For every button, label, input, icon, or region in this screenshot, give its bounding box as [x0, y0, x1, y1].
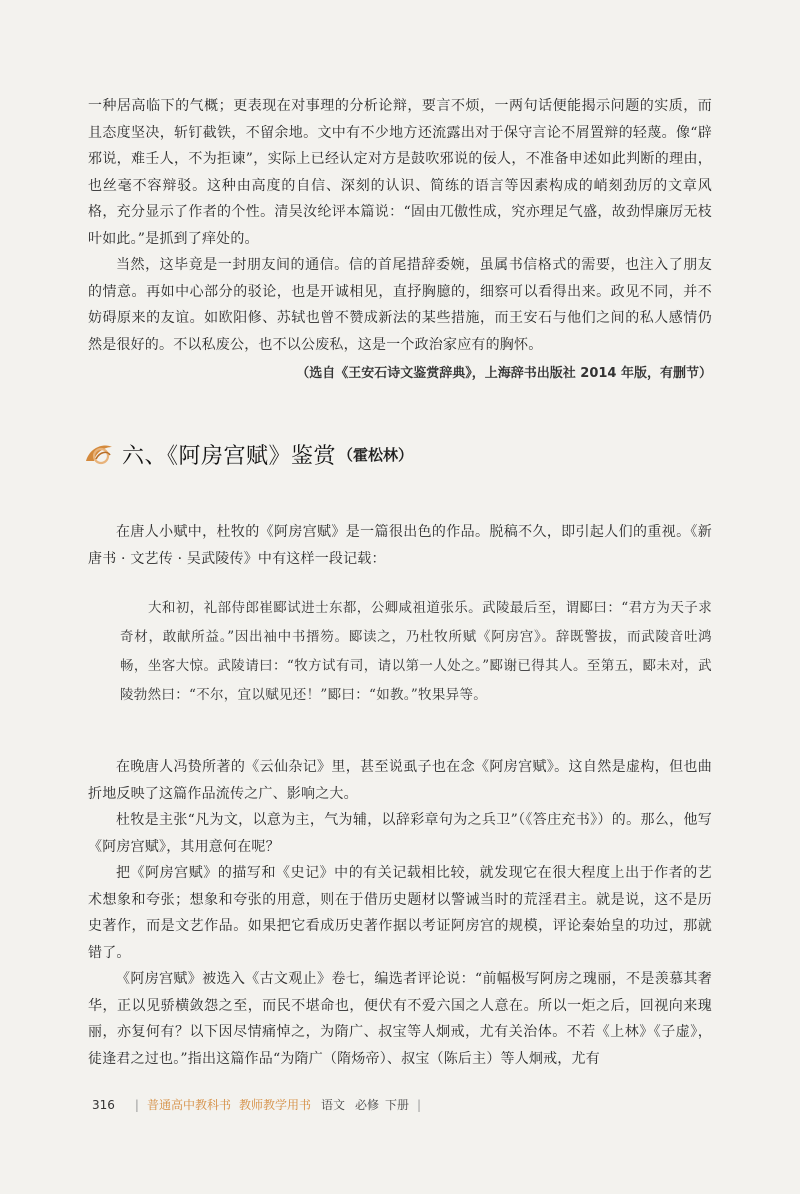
footer-divider: |	[134, 1097, 139, 1112]
body-paragraph: 杜牧是主张“凡为文，以意为主，气为辅，以辞彩章句为之兵卫”（《答庄充书》）的。那么，他写《阿房宫赋》，其用意何在呢？	[88, 812, 712, 855]
body-paragraph: 一种居高临下的气概；更表现在对事理的分析论辩，要言不烦，一两句话便能揭示问题的实质，而且态度坚决，斩钉截铁，不留余地。文中有不少地方还流露出对于保守言论不屑置辩的轻蔑。像“辟邪说，难壬人，不为拒谏”，实际上已经认定对方是鼓吹邪说的佞人，不准备申述如此判断的理由，也丝毫不容辩驳。这种由高度的自信、深刻的认识、简练的语言等因素构成的峭刻劲厉的文章风格，充分显示了作者的个性。清吴汝纶评本篇说：“固由兀傲性成，究亦理足气盛，故劲悍廉厉无枝叶如此。”是抓到了痒处的。	[88, 98, 712, 247]
section-title: 六、《阿房宫赋》鉴赏	[122, 443, 337, 469]
footer-book: 普通高中教科书	[146, 1098, 231, 1112]
footer-divider: |	[417, 1097, 422, 1112]
footer-teacher-book: 教师教学用书	[238, 1098, 311, 1112]
page-footer	[92, 1096, 429, 1113]
footer-subject: 语文	[320, 1098, 345, 1112]
source-note: （选自《王安石诗文鉴赏辞典》，上海辞书出版社 2014 年版，有删节）	[296, 366, 712, 381]
intro-paragraph: 在唐人小赋中，杜牧的《阿房宫赋》是一篇很出色的作品。脱稿不久，即引起人们的重视。《新唐书 · 文艺传 · 吴武陵传》中有这样一段记载：	[88, 524, 712, 567]
page-number: 316	[92, 1097, 115, 1112]
section-heading	[82, 438, 413, 470]
body-paragraph: 把《阿房宫赋》的描写和《史记》中的有关记载相比较，就发现它在很大程度上出于作者的艺术想象和夸张；想象和夸张的用意，则在于借历史题材以警诫当时的荒淫君主。就是说，这不是历史著作，而是文艺作品。如果把它看成历史著作据以考证阿房宫的规模，评论秦始皇的功过，那就错了。	[88, 865, 712, 961]
block-quote: 大和初，礼部侍郎崔郾试进士东都，公卿咸祖道张乐。武陵最后至，谓郾曰：“君方为天子求奇材，敢献所益。”因出袖中书搢笏。郾读之，乃杜牧所赋《阿房宫》。辞既警拔，而武陵音吐鸿畅，坐客大惊。武陵请曰：“牧方试有司，请以第一人处之。”郾谢已得其人。至第五，郾未对，武陵勃然曰：“不尔，宜以赋见还！”郾曰：“如教。”牧果异等。	[120, 600, 712, 703]
brush-swirl-icon	[82, 441, 116, 467]
body-paragraph: 在晚唐人冯贽所著的《云仙杂记》里，甚至说虱子也在念《阿房宫赋》。这自然是虚构，但也曲折地反映了这篇作品流传之广、影响之大。	[88, 759, 712, 802]
body-paragraph: 当然，这毕竟是一封朋友间的通信。信的首尾措辞委婉，虽属书信格式的需要，也注入了朋友的情意。再如中心部分的驳论，也是开诚相见，直抒胸臆的，细察可以看得出来。政见不同，并不妨碍原来的友谊。如欧阳修、苏轼也曾不赞成新法的某些措施，而王安石与他们之间的私人感情仍然是很好的。不以私废公，也不以公废私，这是一个政治家应有的胸怀。	[88, 257, 712, 353]
body-paragraph: 《阿房宫赋》被选入《古文观止》卷七，编选者评论说：“前幅极写阿房之瑰丽，不是羡慕其奢华，正以见骄横敛怨之至，而民不堪命也，便伏有不爱六国之人意在。所以一炬之后，回视向来瑰丽，亦复何有？以下因尽情痛悼之，为隋广、叔宝等人炯戒，尤有关治体。不若《上林》《子虚》，徒逢君之过也。”指出这篇作品“为隋广（隋炀帝）、叔宝（陈后主）等人炯戒，尤有	[88, 971, 712, 1067]
section-author: （霍松林）	[338, 445, 414, 464]
footer-part: 下册	[385, 1098, 410, 1112]
footer-volume: 必修	[355, 1098, 380, 1112]
